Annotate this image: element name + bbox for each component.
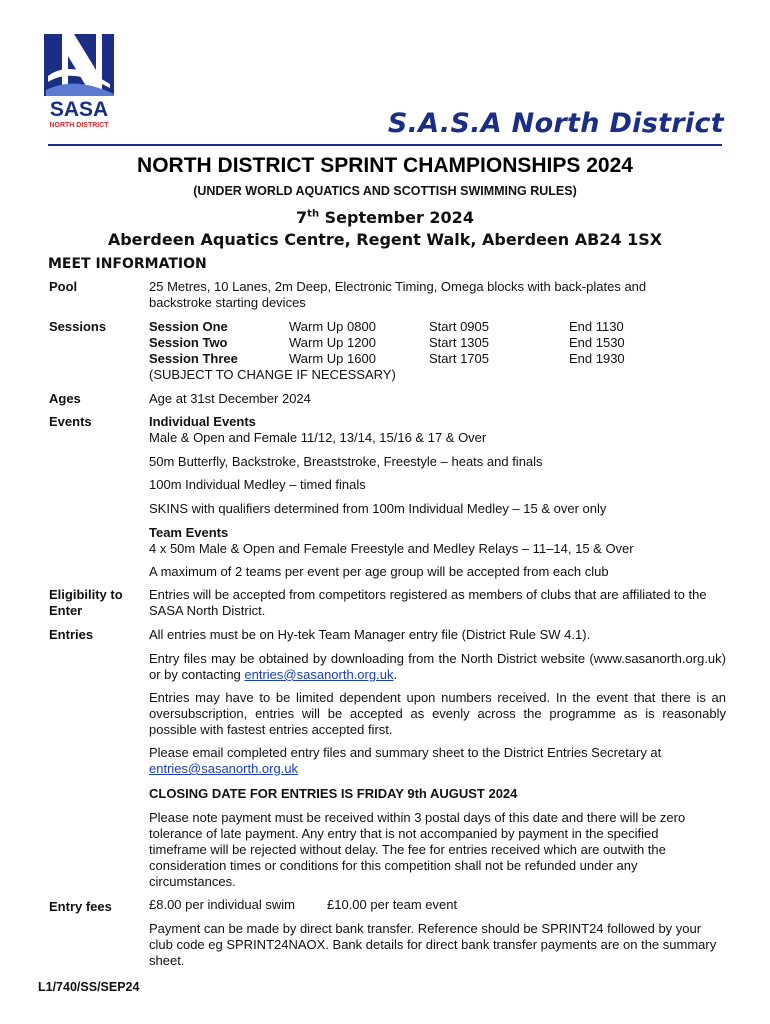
- date-rest: September 2024: [319, 208, 474, 227]
- entries-email-link[interactable]: entries@sasanorth.org.uk: [244, 667, 394, 682]
- entry-fees-label: Entry fees: [49, 899, 112, 914]
- entries-paragraph-2-text: Entry files may be obtained by downloading from the North District website (www.sasanorth.org.uk) or by contacting: [149, 651, 726, 682]
- logo-subtext: NORTH DISTRICT: [49, 122, 109, 129]
- date-day: 7: [296, 208, 308, 227]
- entries-paragraph-4: [149, 745, 726, 777]
- events-line-3: SKINS with qualifiers determined from 100m Individual Medley – 15 & over only: [149, 501, 607, 516]
- closing-date: CLOSING DATE FOR ENTRIES IS FRIDAY 9th AUGUST 2024: [149, 786, 518, 801]
- logo-text: SASA: [49, 98, 109, 121]
- eligibility-text: Entries will be accepted from competitors registered as members of clubs that are affiliated to the SASA North District.: [149, 587, 707, 618]
- venue: Aberdeen Aquatics Centre, Regent Walk, Aberdeen AB24 1SX: [107, 230, 663, 249]
- eligibility-label-line-2: Enter: [49, 603, 83, 618]
- entries-email-link-2[interactable]: entries@sasanorth.org.uk: [149, 761, 299, 776]
- session-two-warmup: Warm Up 1200: [289, 335, 376, 350]
- team-limit-text: A maximum of 2 teams per event per age group will be accepted from each club: [149, 564, 609, 579]
- session-three-name: Session Three: [149, 351, 238, 366]
- payment-note: Please note payment must be received within 3 postal days of this date and there will be zero tolerance of late payment. Any entry that is not accompanied by payment in the specified timeframe will be rejected without delay. The fee for entries received which are outwith the consideration times or conditions for this competition shall not be refunded under any circumstances.: [149, 810, 686, 889]
- entries-paragraph-3: Entries may have to be limited dependent upon numbers received. In the event that there is an oversubscription, entries will be accepted as evenly across the programme as is reasonably possible with fastest entries accepted first.: [149, 690, 726, 737]
- payment-method: Payment can be made by direct bank transfer. Reference should be SPRINT24 followed by your club code eg SPRINT24NAOX. Bank details for direct bank transfer payments are on the summary sheet.: [149, 921, 717, 968]
- subtitle: (UNDER WORLD AQUATICS AND SCOTTISH SWIMMING RULES): [193, 184, 577, 198]
- session-three-end: End 1930: [569, 351, 625, 366]
- fee-team: £10.00 per team event: [327, 897, 458, 912]
- header-divider: [48, 144, 722, 146]
- sasa-logo: [44, 34, 116, 130]
- session-two-name: Session Two: [149, 335, 228, 350]
- session-three-start: Start 1705: [429, 351, 489, 366]
- session-two-end: End 1530: [569, 335, 625, 350]
- district-title: S.A.S.A North District: [387, 108, 724, 139]
- session-three-warmup: Warm Up 1600: [289, 351, 376, 366]
- entries-paragraph-2: Entry files may be obtained by downloading from the North District website (www.sasanorth.org.uk) or by contacting entries@sasanorth.org.uk.: [149, 651, 726, 682]
- events-label: Events: [49, 414, 92, 429]
- session-one-warmup: Warm Up 0800: [289, 319, 376, 334]
- events-line-2: 100m Individual Medley – timed finals: [149, 477, 366, 492]
- session-two-start: Start 1305: [429, 335, 489, 350]
- pool-text: 25 Metres, 10 Lanes, 2m Deep, Electronic Timing, Omega blocks with back-plates and backstroke starting devices: [149, 279, 647, 310]
- session-one-name: Session One: [149, 319, 228, 334]
- entries-label: Entries: [49, 627, 94, 642]
- eligibility-label-line-1: Eligibility to: [49, 587, 123, 602]
- fee-individual: £8.00 per individual swim: [149, 897, 295, 912]
- ages-text: Age at 31st December 2024: [149, 391, 311, 406]
- main-title: NORTH DISTRICT SPRINT CHAMPIONSHIPS 2024: [137, 154, 633, 177]
- pool-label: Pool: [49, 279, 78, 294]
- document-code: L1/740/SS/SEP24: [38, 980, 140, 994]
- individual-events-heading: Individual Events: [149, 414, 256, 429]
- meet-information-heading: MEET INFORMATION: [48, 256, 207, 272]
- session-one-start: Start 0905: [429, 319, 489, 334]
- team-events-heading: Team Events: [149, 525, 229, 540]
- entries-paragraph-4-text: Please email completed entry files and summary sheet to the District Entries Secretary at: [149, 745, 662, 760]
- entries-paragraph-1: All entries must be on Hy-tek Team Manager entry file (District Rule SW 4.1).: [149, 627, 591, 642]
- event-date: [0, 208, 770, 227]
- session-one-end: End 1130: [569, 319, 624, 334]
- date-suffix: th: [307, 208, 320, 220]
- sessions-note: (SUBJECT TO CHANGE IF NECESSARY): [149, 367, 396, 382]
- sessions-label: Sessions: [49, 319, 107, 334]
- team-events-text: 4 x 50m Male & Open and Female Freestyle and Medley Relays – 11–14, 15 & Over: [149, 541, 634, 556]
- individual-age-groups: Male & Open and Female 11/12, 13/14, 15/16 & 17 & Over: [149, 430, 487, 445]
- events-line-1: 50m Butterfly, Backstroke, Breaststroke, Freestyle – heats and finals: [149, 454, 543, 469]
- ages-label: Ages: [49, 391, 81, 406]
